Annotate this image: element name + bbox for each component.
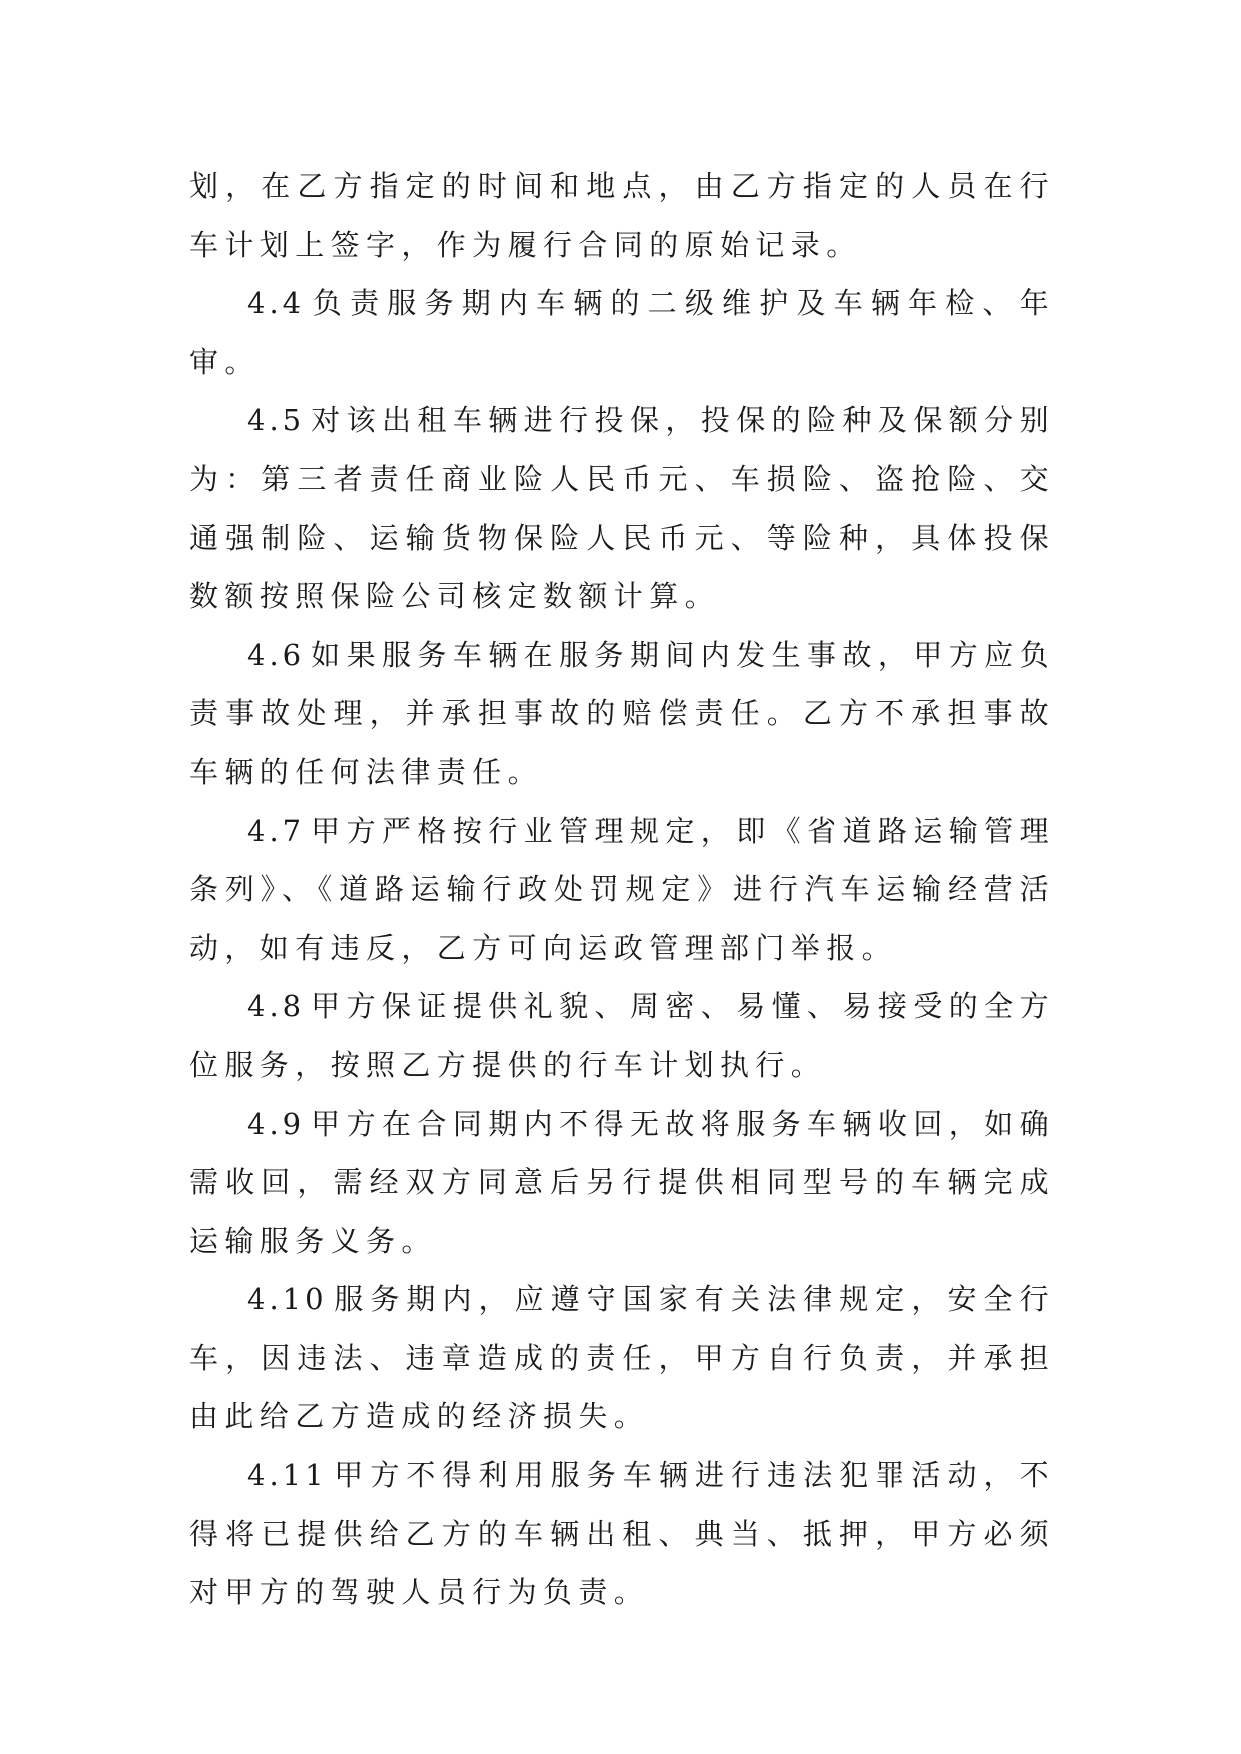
clause-4-7 [189, 802, 1055, 978]
paragraph-text: 划，在乙方指定的时间和地点，由乙方指定的人员在行车计划上签字，作为履行合同的原始记录。 [189, 169, 1055, 262]
clause-number: 4.8 [247, 989, 306, 1024]
document-body [189, 157, 1055, 1622]
clause-number: 4.11 [247, 1458, 328, 1493]
clause-number: 4.9 [247, 1106, 306, 1141]
clause-4-11 [189, 1446, 1055, 1622]
clause-text: 甲方保证提供礼貌、周密、易懂、易接受的全方位服务，按照乙方提供的行车计划执行。 [189, 989, 1055, 1082]
clause-number: 4.5 [247, 403, 306, 438]
clause-text: 甲方在合同期内不得无故将服务车辆收回，如确需收回，需经双方同意后另行提供相同型号的车辆完成运输服务义务。 [189, 1106, 1055, 1258]
clause-4-4 [189, 274, 1055, 391]
clause-4-5 [189, 391, 1055, 625]
clause-number: 4.7 [247, 813, 306, 848]
paragraph-continuation [189, 157, 1055, 274]
clause-text: 甲方不得利用服务车辆进行违法犯罪活动，不得将已提供给乙方的车辆出租、典当、抵押，甲方必须对甲方的驾驶人员行为负责。 [189, 1458, 1055, 1610]
clause-text: 服务期内，应遵守国家有关法律规定，安全行车，因违法、违章造成的责任，甲方自行负责，并承担由此给乙方造成的经济损失。 [189, 1282, 1055, 1434]
clause-4-8 [189, 977, 1055, 1094]
clause-text: 对该出租车辆进行投保，投保的险种及保额分别为：第三者责任商业险人民币元、车损险、盗抢险、交通强制险、运输货物保险人民币元、等险种，具体投保数额按照保险公司核定数额计算。 [189, 403, 1055, 614]
clause-number: 4.6 [247, 637, 306, 672]
clause-4-10 [189, 1270, 1055, 1446]
clause-text: 如果服务车辆在服务期间内发生事故，甲方应负责事故处理，并承担事故的赔偿责任。乙方不承担事故车辆的任何法律责任。 [189, 637, 1055, 789]
clause-text: 负责服务期内车辆的二级维护及车辆年检、年审。 [189, 286, 1055, 379]
clause-4-9 [189, 1095, 1055, 1271]
clause-number: 4.10 [247, 1282, 328, 1317]
clause-number: 4.4 [247, 286, 306, 321]
clause-4-6 [189, 626, 1055, 802]
clause-text: 甲方严格按行业管理规定，即《省道路运输管理条列》、《道路运输行政处罚规定》进行汽车运输经营活动，如有违反，乙方可向运政管理部门举报。 [189, 813, 1055, 965]
